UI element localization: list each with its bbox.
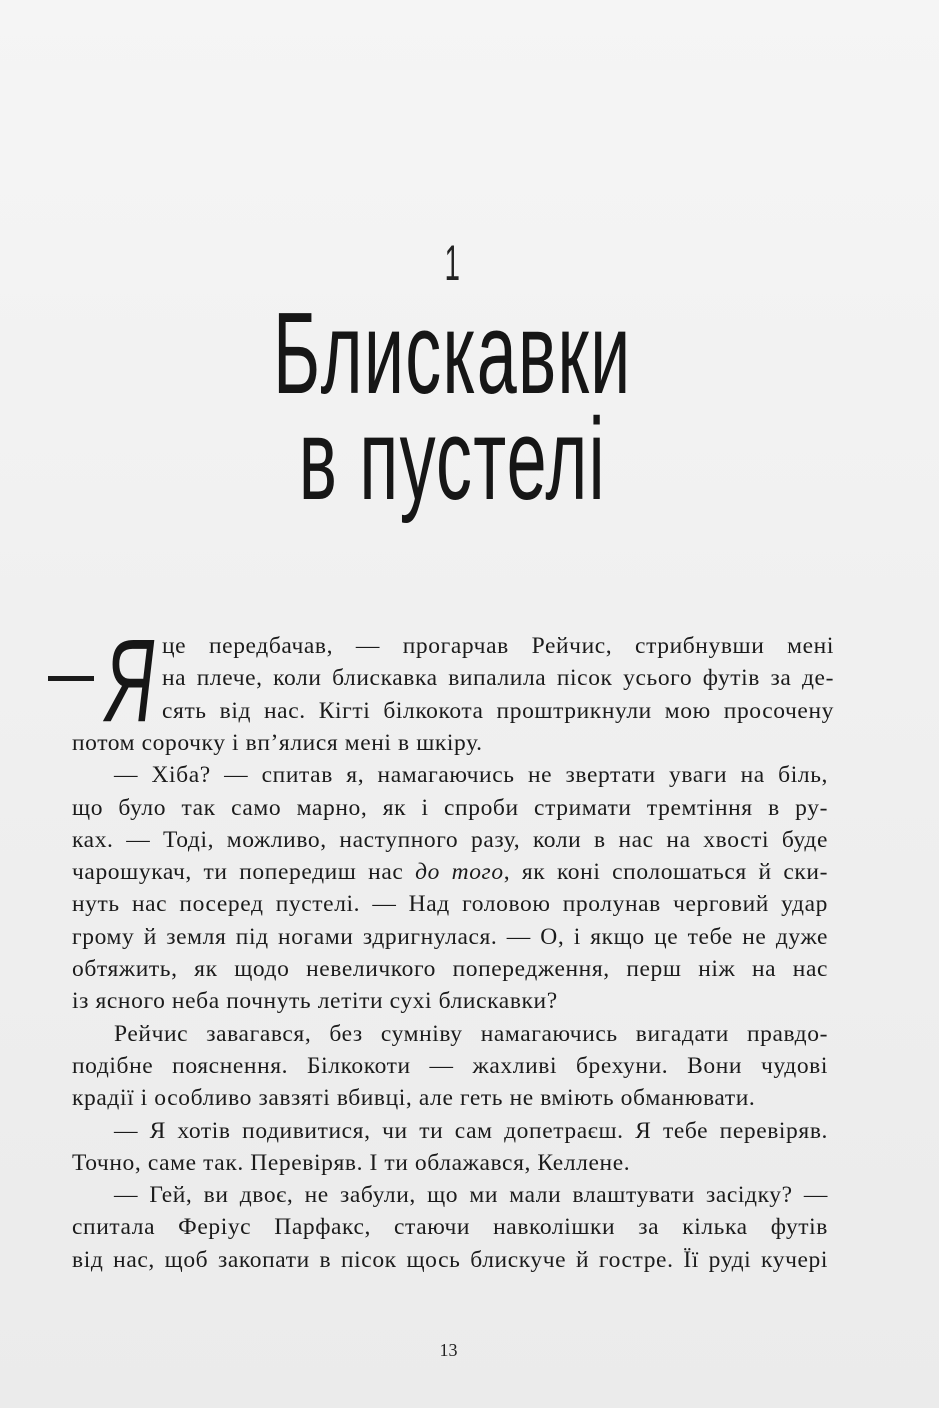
text-line	[72, 856, 828, 888]
chapter-number: 1	[444, 235, 460, 291]
text-line: спитала Феріус Парфакс, стаючи навколішки за кілька футів	[72, 1214, 828, 1241]
text-line: потом сорочку і вп’ялися мені в шкіру.	[72, 730, 483, 756]
text-line: грому й земля під ногами здригнулася. — О, і якщо це тебе не дуже	[72, 923, 828, 950]
text-line: що було так само марно, як і спроби стримати тремтіння в ру-	[72, 794, 828, 821]
text-line: із ясного неба почнуть летіти сухі блискавки?	[72, 988, 558, 1015]
text-line: обтяжить, як щодо невеличкого попередження, перш ніж на нас	[72, 956, 828, 983]
text-line: нуть нас посеред пустелі. — Над головою пролунав черговий удар	[72, 891, 828, 918]
text-segment: , як коні сполошаться й ски-	[503, 859, 828, 886]
italic-text: до того	[415, 859, 504, 886]
text-line: сять від нас. Кігті білкокота проштрикнули мою просочену	[162, 697, 834, 724]
opening-dash	[48, 676, 94, 681]
text-line: — Гей, ви двоє, не забули, що ми мали влаштувати засідку? —	[114, 1182, 828, 1209]
text-line: — Я хотів подивитися, чи ти сам допетраєш. Я тебе перевіряв.	[114, 1117, 828, 1144]
chapter-title	[172, 288, 733, 524]
chapter-title-line-2: в пустелі	[298, 394, 606, 524]
text-line: Точно, саме так. Перевіряв. І ти облажався, Келлене.	[72, 1149, 631, 1176]
body-text	[72, 727, 828, 1276]
text-line: Рейчис завагався, без сумніву намагаючись вигадати правдо-	[114, 1020, 828, 1047]
text-segment: чарошукач, ти попередиш нас	[72, 859, 416, 886]
opening-lines	[162, 630, 834, 727]
text-line: на плече, коли блискавка випалила пісок усього футів за де-	[162, 665, 834, 692]
page-number: 13	[439, 1340, 458, 1360]
text-line: це передбачав, — прогарчав Рейчис, стрибнувши мені	[162, 633, 834, 659]
text-line: ках. — Тоді, можливо, наступного разу, коли в нас на хвості буде	[72, 826, 828, 853]
drop-cap: Я	[106, 615, 155, 747]
text-line: крадії і особливо завзяті вбивці, але геть не вміють обманювати.	[72, 1085, 756, 1112]
text-line: від нас, щоб закопати в пісок щось блискуче й гостре. Її руді кучері	[72, 1246, 828, 1273]
chapter-title-line-1: Блискавки	[273, 288, 632, 418]
text-line: — Хіба? — спитав я, намагаючись не звертати уваги на біль,	[114, 762, 828, 789]
text-line: подібне пояснення. Білкокоти — жахливі брехуни. Вони чудові	[72, 1052, 828, 1079]
